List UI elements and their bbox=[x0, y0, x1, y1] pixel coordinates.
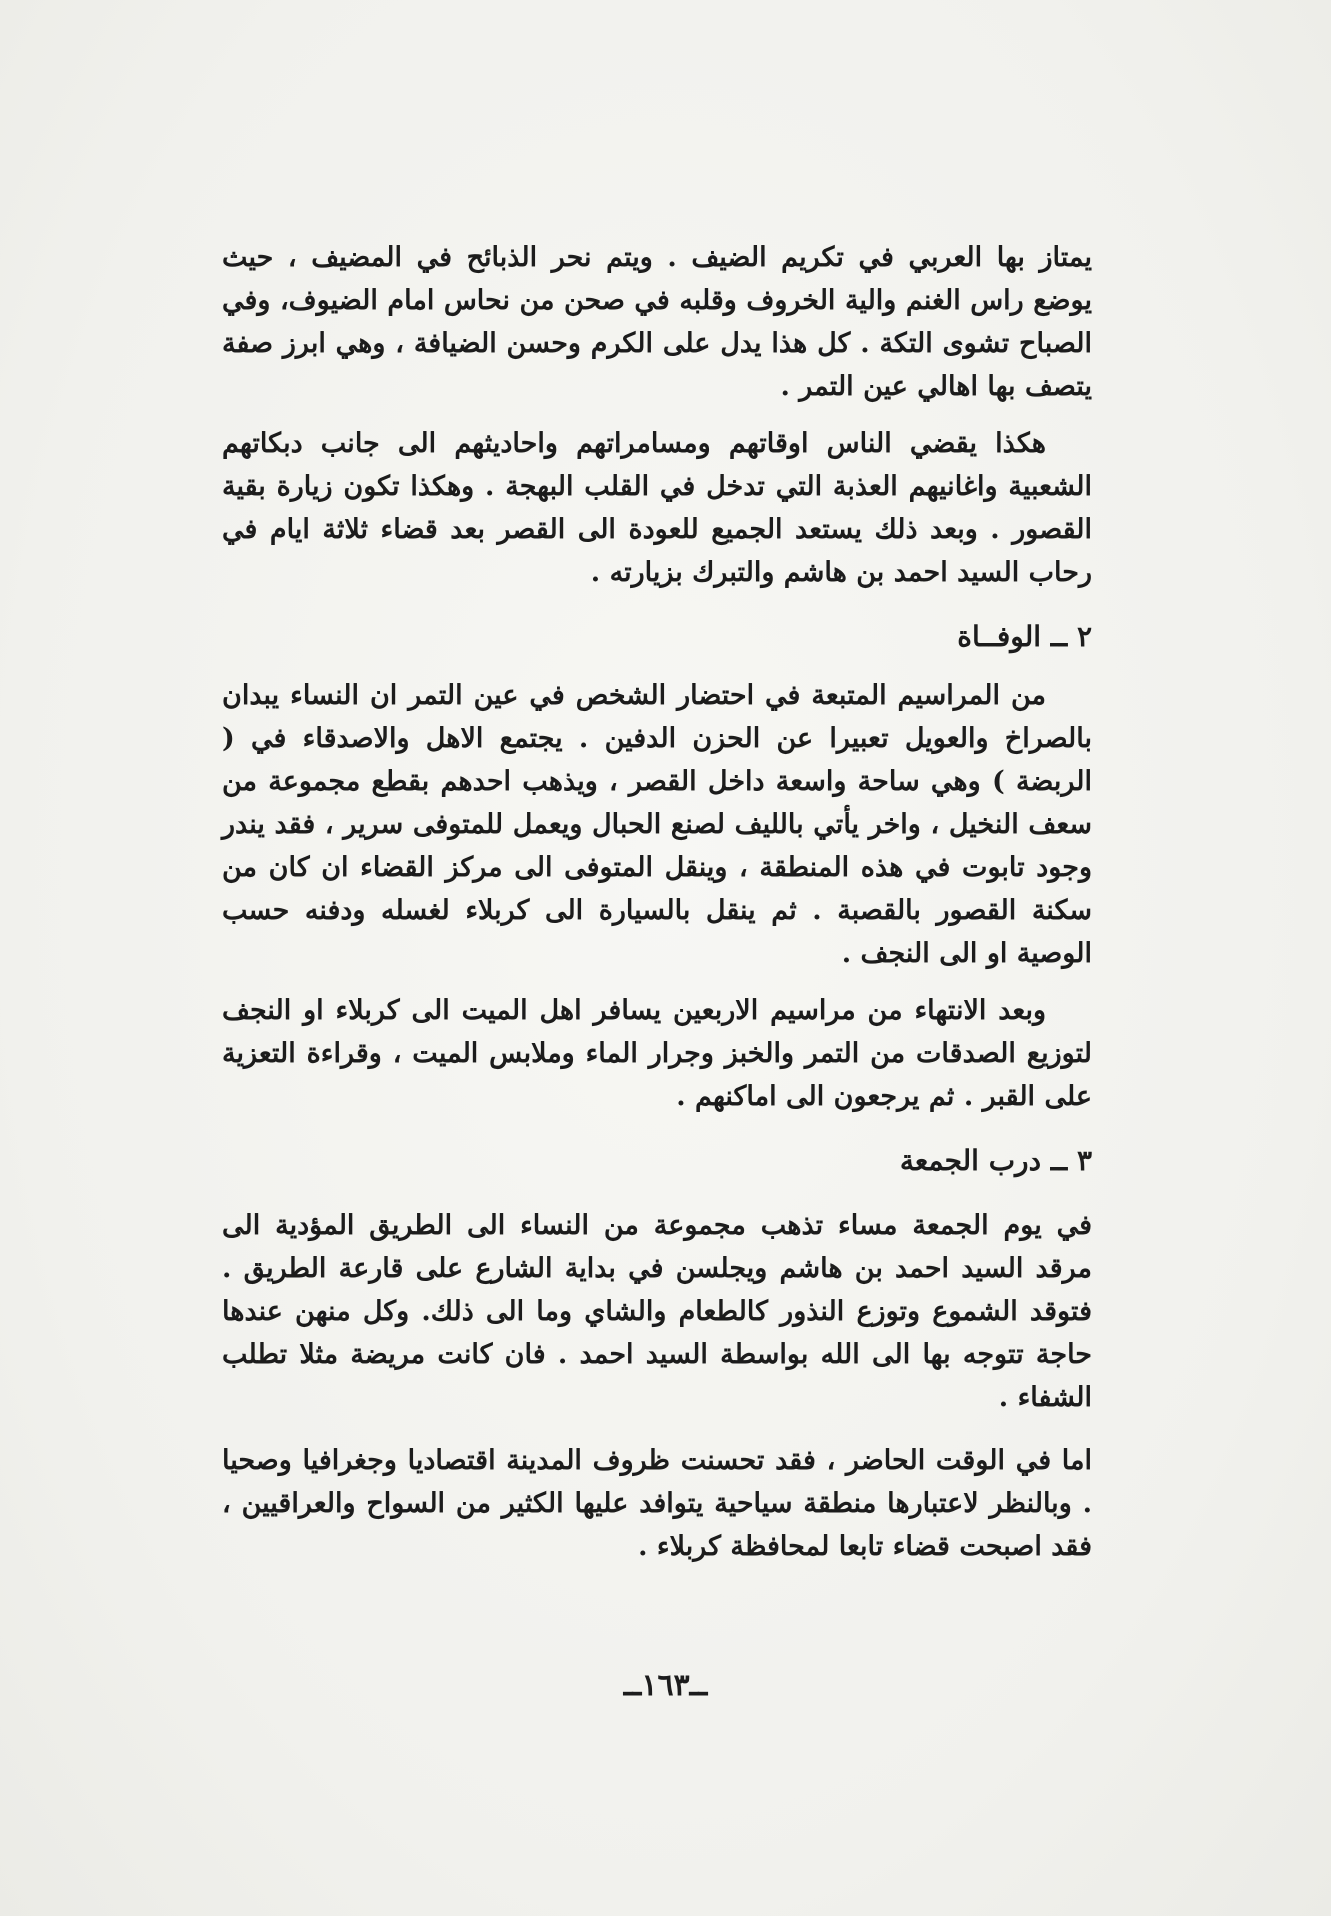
paragraph-present-day: اما في الوقت الحاضر ، فقد تحسنت ظروف المدينة اقتصاديا وجغرافيا وصحيا . وبالنظر لاعتبارها منطقة سياحية يتوافد عليها الكثير من السواح والعراقيين ، فقد اصبحت قضاء تابعا لمحافظة كربلاء . bbox=[222, 1445, 1092, 1562]
page-body bbox=[222, 236, 1092, 1568]
paragraph-death-rituals: من المراسيم المتبعة في احتضار الشخص في عين التمر ان النساء يبدان بالصراخ والعويل تعبيرا عن الحزن الدفين . يجتمع الاهل والاصدقاء في ( الربضة ) وهي ساحة واسعة داخل القصر ، ويذهب احدهم بقطع مجموعة من سعف النخيل ، واخر يأتي بالليف لصنع الحبال ويعمل للمتوفى سرير ، فقد يندر وجود تابوت في هذه المنطقة ، وينقل المتوفى الى مركز القضاء ان كان من سكنة القصور بالقصبة . ثم ينقل بالسيارة الى كربلاء لغسله ودفنه حسب الوصية او الى النجف . bbox=[222, 680, 1092, 969]
heading-death: ٢ ــ الوفــاة bbox=[957, 620, 1092, 653]
paragraph-friday: في يوم الجمعة مساء تذهب مجموعة من النساء الى الطريق المؤدية الى مرقد السيد احمد بن هاشم ويجلسن في بداية الشارع على قارعة الطريق . فتوقد الشموع وتوزع النذور كالطعام والشاي وما الى ذلك. وكل منهن عندها حاجة تتوجه بها الى الله بواسطة السيد احمد . فان كانت مريضة مثلا تطلب الشفاء . bbox=[222, 1210, 1092, 1413]
paragraph-visits: هكذا يقضي الناس اوقاتهم ومسامراتهم واحاديثهم الى جانب دبكاتهم الشعبية واغانيهم العذبة التي تدخل في القلب البهجة . وهكذا تكون زيارة بقية القصور . وبعد ذلك يستعد الجميع للعودة الى القصر بعد قضاء ثلاثة ايام في رحاب السيد احمد بن هاشم والتبرك بزيارته . bbox=[222, 428, 1092, 588]
page-number: ــ١٦٣ــ bbox=[623, 1668, 708, 1703]
paragraph-hospitality: يمتاز بها العربي في تكريم الضيف . ويتم نحر الذبائح في المضيف ، حيث يوضع راس الغنم والية الخروف وقلبه في صحن من نحاس امام الضيوف، وفي الصباح تشوى التكة . كل هذا يدل على الكرم وحسن الضيافة ، وهي ابرز صفة يتصف بها اهالي عين التمر . bbox=[222, 242, 1092, 402]
paragraph-fortieth: وبعد الانتهاء من مراسيم الاربعين يسافر اهل الميت الى كربلاء او النجف لتوزيع الصدقات من التمر والخبز وجرار الماء وملابس الميت ، وقراءة التعزية على القبر . ثم يرجعون الى اماكنهم . bbox=[222, 995, 1092, 1112]
heading-friday-path: ٣ ــ درب الجمعة bbox=[899, 1144, 1092, 1177]
